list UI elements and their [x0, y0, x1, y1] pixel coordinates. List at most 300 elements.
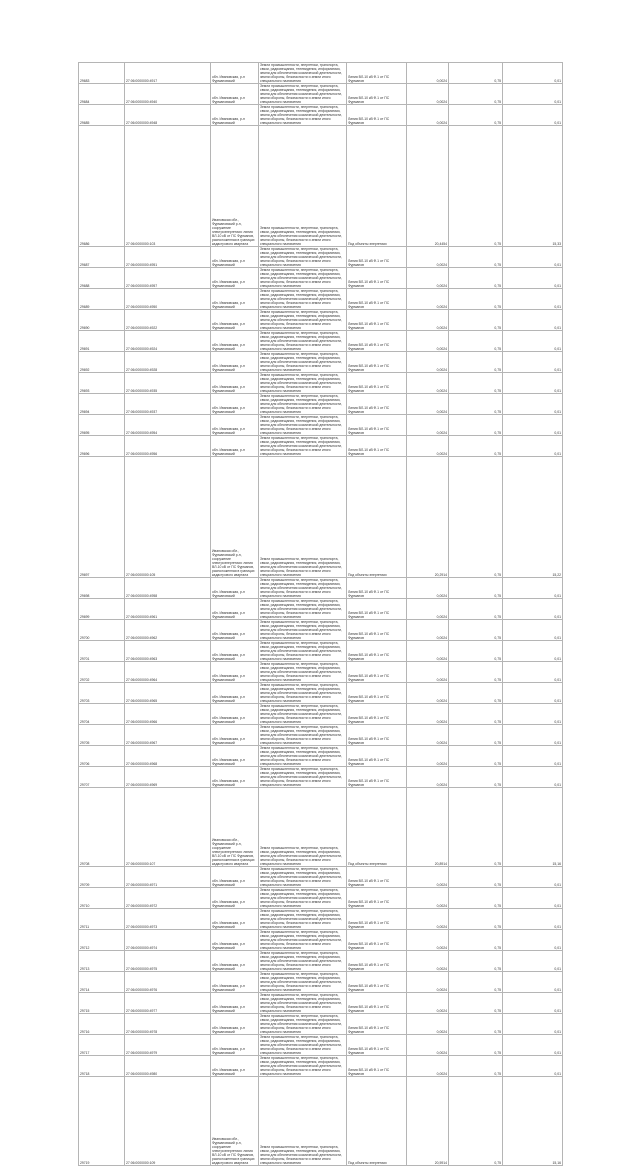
coefficient-cell: 0,75 [449, 457, 503, 578]
row-id-cell: 29696 [79, 436, 125, 457]
land-category-cell: Земли промышленности, энергетики, транспорта, связи, радиовещания, телевидения, информатики, земли для обеспечения космической деятельности, земли обороны, безопасности и земли иного специального назначения [259, 1035, 347, 1056]
table-row [79, 373, 563, 394]
address-cell: обл. Ивановская, р-н Фурмановский [211, 578, 259, 599]
permitted-use-cell: Линия ВЛ-10 кВ Ф.1 от ПС Фурманов [347, 1056, 407, 1077]
area-cell: 0,0024 [407, 310, 449, 331]
land-category-cell: Земли промышленности, энергетики, транспорта, связи, радиовещания, телевидения, информатики, земли для обеспечения космической деятельности, земли обороны, безопасности и земли иного специального назначения [259, 84, 347, 105]
permitted-use-cell: Линия ВЛ-10 кВ Ф.1 от ПС Фурманов [347, 704, 407, 725]
land-category-cell: Земли промышленности, энергетики, транспорта, связи, радиовещания, телевидения, информатики, земли для обеспечения космической деятельности, земли обороны, безопасности и земли иного специального назначения [259, 930, 347, 951]
cadastral-number-cell: 27:06:0000000:4964 [125, 662, 211, 683]
area-cell: 0,0024 [407, 373, 449, 394]
address-cell: обл. Ивановская, р-н Фурмановский [211, 746, 259, 767]
permitted-use-cell: Линия ВЛ-10 кВ Ф.1 от ПС Фурманов [347, 247, 407, 268]
area-cell: 0,0024 [407, 415, 449, 436]
table-row [79, 63, 563, 84]
row-id-cell: 29684 [79, 84, 125, 105]
coefficient-cell: 0,75 [449, 1014, 503, 1035]
land-category-cell: Земли промышленности, энергетики, транспорта, связи, радиовещания, телевидения, информатики, земли для обеспечения космической деятельности, земли обороны, безопасности и земли иного специального назначения [259, 620, 347, 641]
coefficient-cell: 0,75 [449, 746, 503, 767]
address-cell: обл. Ивановская, р-н Фурмановский [211, 268, 259, 289]
permitted-use-cell: Линия ВЛ-10 кВ Ф.1 от ПС Фурманов [347, 930, 407, 951]
cadastral-number-cell: 27:06:0000000:4937 [125, 394, 211, 415]
permitted-use-cell: Линия ВЛ-10 кВ Ф.1 от ПС Фурманов [347, 888, 407, 909]
tax-amount-cell: 0,01 [503, 641, 563, 662]
tax-amount-cell: 0,01 [503, 289, 563, 310]
table-row [79, 788, 563, 867]
land-category-cell: Земли промышленности, энергетики, транспорта, связи, радиовещания, телевидения, информатики, земли для обеспечения космической деятельности, земли обороны, безопасности и земли иного специального назначения [259, 683, 347, 704]
cadastral-number-cell: 27:06:0000000:4973 [125, 909, 211, 930]
cadastral-number-cell: 27:06:0000000:4958 [125, 578, 211, 599]
cadastral-number-cell: 27:06:0000000:4972 [125, 888, 211, 909]
row-id-cell: 29687 [79, 247, 125, 268]
coefficient-cell: 0,75 [449, 126, 503, 247]
land-category-cell: Земли промышленности, энергетики, транспорта, связи, радиовещания, телевидения, информатики, земли для обеспечения космической деятельности, земли обороны, безопасности и земли иного специального назначения [259, 746, 347, 767]
area-cell: 0,0024 [407, 331, 449, 352]
cadastral-number-cell: 27:06:0000000:4977 [125, 993, 211, 1014]
tax-amount-cell: 0,01 [503, 620, 563, 641]
address-cell: обл. Ивановская, р-н Фурмановский [211, 909, 259, 930]
address-cell: обл. Ивановская, р-н Фурмановский [211, 704, 259, 725]
land-category-cell: Земли промышленности, энергетики, транспорта, связи, радиовещания, телевидения, информатики, земли для обеспечения космической деятельности, земли обороны, безопасности и земли иного специального назначения [259, 352, 347, 373]
row-id-cell: 29686 [79, 126, 125, 247]
row-id-cell: 29685 [79, 105, 125, 126]
coefficient-cell: 0,75 [449, 725, 503, 746]
land-category-cell: Земли промышленности, энергетики, транспорта, связи, радиовещания, телевидения, информатики, земли для обеспечения космической деятельности, земли обороны, безопасности и земли иного специального назначения [259, 599, 347, 620]
permitted-use-cell: Линия ВЛ-10 кВ Ф.1 от ПС Фурманов [347, 331, 407, 352]
cadastral-number-cell: 27:06:0000000:4962 [125, 620, 211, 641]
area-cell: 0,0024 [407, 84, 449, 105]
address-cell: обл. Ивановская, р-н Фурмановский [211, 63, 259, 84]
coefficient-cell: 0,75 [449, 704, 503, 725]
row-id-cell: 29709 [79, 867, 125, 888]
area-cell: 0,0024 [407, 888, 449, 909]
address-cell: обл. Ивановская, р-н Фурмановский [211, 930, 259, 951]
area-cell: 0,0024 [407, 620, 449, 641]
address-cell: обл. Ивановская, р-н Фурмановский [211, 993, 259, 1014]
permitted-use-cell: Линия ВЛ-10 кВ Ф.1 от ПС Фурманов [347, 352, 407, 373]
tax-amount-cell: 0,01 [503, 930, 563, 951]
row-id-cell: 29716 [79, 1014, 125, 1035]
tax-amount-cell: 0,01 [503, 310, 563, 331]
table-row [79, 620, 563, 641]
permitted-use-cell: Линия ВЛ-10 кВ Ф.1 от ПС Фурманов [347, 951, 407, 972]
permitted-use-cell: Под объекты энергетики [347, 126, 407, 247]
row-id-cell: 29701 [79, 641, 125, 662]
address-cell: обл. Ивановская, р-н Фурмановский [211, 1035, 259, 1056]
tax-amount-cell: 0,01 [503, 746, 563, 767]
row-id-cell: 29715 [79, 993, 125, 1014]
land-category-cell: Земли промышленности, энергетики, транспорта, связи, радиовещания, телевидения, информатики, земли для обеспечения космической деятельности, земли обороны, безопасности и земли иного специального назначения [259, 289, 347, 310]
table-row [79, 352, 563, 373]
area-cell: 0,0024 [407, 352, 449, 373]
cadastral-number-cell: 27:06:0000000:4974 [125, 930, 211, 951]
tax-amount-cell: 0,01 [503, 415, 563, 436]
land-category-cell: Земли промышленности, энергетики, транспорта, связи, радиовещания, телевидения, информатики, земли для обеспечения космической деятельности, земли обороны, безопасности и земли иного специального назначения [259, 788, 347, 867]
tax-amount-cell: 0,01 [503, 105, 563, 126]
table-row [79, 867, 563, 888]
tax-amount-cell: 0,01 [503, 247, 563, 268]
cadastral-number-cell: 27:06:0000000:4968 [125, 746, 211, 767]
land-category-cell: Земли промышленности, энергетики, транспорта, связи, радиовещания, телевидения, информатики, земли для обеспечения космической деятельности, земли обороны, безопасности и земли иного специального назначения [259, 268, 347, 289]
land-category-cell: Земли промышленности, энергетики, транспорта, связи, радиовещания, телевидения, информатики, земли для обеспечения космической деятельности, земли обороны, безопасности и земли иного специального назначения [259, 247, 347, 268]
address-cell: обл. Ивановская, р-н Фурмановский [211, 352, 259, 373]
area-cell: 0,0024 [407, 867, 449, 888]
area-cell: 0,0024 [407, 1056, 449, 1077]
table-row [79, 247, 563, 268]
area-cell: 0,0024 [407, 436, 449, 457]
tax-amount-cell: 0,01 [503, 683, 563, 704]
cadastral-number-cell: 27:06:0000000:4940 [125, 84, 211, 105]
address-cell: обл. Ивановская, р-н Фурмановский [211, 641, 259, 662]
address-cell: обл. Ивановская, р-н Фурмановский [211, 247, 259, 268]
row-id-cell: 29693 [79, 373, 125, 394]
coefficient-cell: 0,75 [449, 331, 503, 352]
address-cell: обл. Ивановская, р-н Фурмановский [211, 972, 259, 993]
land-category-cell: Земли промышленности, энергетики, транспорта, связи, радиовещания, телевидения, информатики, земли для обеспечения космической деятельности, земли обороны, безопасности и земли иного специального назначения [259, 126, 347, 247]
land-category-cell: Земли промышленности, энергетики, транспорта, связи, радиовещания, телевидения, информатики, земли для обеспечения космической деятельности, земли обороны, безопасности и земли иного специального назначения [259, 867, 347, 888]
address-cell: обл. Ивановская, р-н Фурмановский [211, 373, 259, 394]
land-category-cell: Земли промышленности, энергетики, транспорта, связи, радиовещания, телевидения, информатики, земли для обеспечения космической деятельности, земли обороны, безопасности и земли иного специального назначения [259, 641, 347, 662]
area-cell: 20,4454 [407, 126, 449, 247]
cadastral-number-cell: 27:06:0000000:4951 [125, 247, 211, 268]
area-cell: 0,0024 [407, 746, 449, 767]
coefficient-cell: 0,75 [449, 599, 503, 620]
land-category-cell: Земли промышленности, энергетики, транспорта, связи, радиовещания, телевидения, информатики, земли для обеспечения космической деятельности, земли обороны, безопасности и земли иного специального назначения [259, 436, 347, 457]
table-row [79, 310, 563, 331]
row-id-cell: 29699 [79, 599, 125, 620]
coefficient-cell: 0,75 [449, 578, 503, 599]
cadastral-number-cell: 27:06:0000000:4966 [125, 704, 211, 725]
permitted-use-cell: Линия ВЛ-10 кВ Ф.1 от ПС Фурманов [347, 394, 407, 415]
tax-amount-cell: 0,01 [503, 993, 563, 1014]
tax-amount-cell: 15,33 [503, 126, 563, 247]
tax-amount-cell: 0,01 [503, 84, 563, 105]
address-cell: обл. Ивановская, р-н Фурмановский [211, 84, 259, 105]
address-cell: обл. Ивановская, р-н Фурмановский [211, 767, 259, 788]
table-row [79, 436, 563, 457]
land-category-cell: Земли промышленности, энергетики, транспорта, связи, радиовещания, телевидения, информатики, земли для обеспечения космической деятельности, земли обороны, безопасности и земли иного специального назначения [259, 767, 347, 788]
tax-amount-cell: 0,01 [503, 725, 563, 746]
coefficient-cell: 0,75 [449, 436, 503, 457]
row-id-cell: 29683 [79, 63, 125, 84]
coefficient-cell: 0,75 [449, 310, 503, 331]
land-category-cell: Земли промышленности, энергетики, транспорта, связи, радиовещания, телевидения, информатики, земли для обеспечения космической деятельности, земли обороны, безопасности и земли иного специального назначения [259, 1077, 347, 1166]
cadastral-number-cell: 27:06:0000000:4975 [125, 951, 211, 972]
table-row [79, 641, 563, 662]
tax-amount-cell: 0,01 [503, 767, 563, 788]
tax-amount-cell: 0,01 [503, 1014, 563, 1035]
permitted-use-cell: Линия ВЛ-10 кВ Ф.1 от ПС Фурманов [347, 63, 407, 84]
land-category-cell: Земли промышленности, энергетики, транспорта, связи, радиовещания, телевидения, информатики, земли для обеспечения космической деятельности, земли обороны, безопасности и земли иного специального назначения [259, 1056, 347, 1077]
land-category-cell: Земли промышленности, энергетики, транспорта, связи, радиовещания, телевидения, информатики, земли для обеспечения космической деятельности, земли обороны, безопасности и земли иного специального назначения [259, 725, 347, 746]
area-cell: 0,0024 [407, 578, 449, 599]
land-category-cell: Земли промышленности, энергетики, транспорта, связи, радиовещания, телевидения, информатики, земли для обеспечения космической деятельности, земли обороны, безопасности и земли иного специального назначения [259, 1014, 347, 1035]
tax-amount-cell: 0,01 [503, 867, 563, 888]
land-category-cell: Земли промышленности, энергетики, транспорта, связи, радиовещания, телевидения, информатики, земли для обеспечения космической деятельности, земли обороны, безопасности и земли иного специального назначения [259, 373, 347, 394]
table-row [79, 1077, 563, 1166]
permitted-use-cell: Линия ВЛ-10 кВ Ф.1 от ПС Фурманов [347, 105, 407, 126]
coefficient-cell: 0,75 [449, 972, 503, 993]
land-category-cell: Земли промышленности, энергетики, транспорта, связи, радиовещания, телевидения, информатики, земли для обеспечения космической деятельности, земли обороны, безопасности и земли иного специального назначения [259, 993, 347, 1014]
table-row [79, 126, 563, 247]
permitted-use-cell: Линия ВЛ-10 кВ Ф.1 от ПС Фурманов [347, 599, 407, 620]
table-row [79, 394, 563, 415]
coefficient-cell: 0,75 [449, 683, 503, 704]
tax-amount-cell: 0,01 [503, 436, 563, 457]
tax-amount-cell: 15,22 [503, 457, 563, 578]
cadastral-number-cell: 27:06:0000000:4963 [125, 641, 211, 662]
tax-amount-cell: 0,01 [503, 331, 563, 352]
row-id-cell: 29702 [79, 662, 125, 683]
coefficient-cell: 0,75 [449, 84, 503, 105]
cadastral-number-cell: 27:06:0000000:4956 [125, 436, 211, 457]
cadastral-number-cell: 27:06:0000000:107 [125, 788, 211, 867]
coefficient-cell: 0,75 [449, 289, 503, 310]
area-cell: 0,0024 [407, 930, 449, 951]
address-cell: Ивановская обл., Фурмановский р-н, сооружение электроэнергетики: линия ВЛ-10 кВ от ПС Фурманов, расположенная в границах кадастрового квартала [211, 788, 259, 867]
land-category-cell: Земли промышленности, энергетики, транспорта, связи, радиовещания, телевидения, информатики, земли для обеспечения космической деятельности, земли обороны, безопасности и земли иного специального назначения [259, 310, 347, 331]
permitted-use-cell: Линия ВЛ-10 кВ Ф.1 от ПС Фурманов [347, 1035, 407, 1056]
coefficient-cell: 0,75 [449, 1035, 503, 1056]
tax-amount-cell: 0,01 [503, 599, 563, 620]
table-row [79, 415, 563, 436]
coefficient-cell: 0,75 [449, 909, 503, 930]
row-id-cell: 29708 [79, 788, 125, 867]
row-id-cell: 29713 [79, 951, 125, 972]
tax-amount-cell: 0,01 [503, 888, 563, 909]
cadastral-number-cell: 27:06:0000000:4965 [125, 683, 211, 704]
row-id-cell: 29698 [79, 578, 125, 599]
coefficient-cell: 0,75 [449, 247, 503, 268]
coefficient-cell: 0,75 [449, 641, 503, 662]
tax-amount-cell: 0,01 [503, 352, 563, 373]
land-category-cell: Земли промышленности, энергетики, транспорта, связи, радиовещания, телевидения, информатики, земли для обеспечения космической деятельности, земли обороны, безопасности и земли иного специального назначения [259, 972, 347, 993]
coefficient-cell: 0,75 [449, 888, 503, 909]
area-cell: 0,0024 [407, 641, 449, 662]
coefficient-cell: 0,75 [449, 620, 503, 641]
coefficient-cell: 0,75 [449, 993, 503, 1014]
permitted-use-cell: Линия ВЛ-10 кВ Ф.1 от ПС Фурманов [347, 993, 407, 1014]
address-cell: обл. Ивановская, р-н Фурмановский [211, 394, 259, 415]
address-cell: обл. Ивановская, р-н Фурмановский [211, 888, 259, 909]
land-category-cell: Земли промышленности, энергетики, транспорта, связи, радиовещания, телевидения, информатики, земли для обеспечения космической деятельности, земли обороны, безопасности и земли иного специального назначения [259, 394, 347, 415]
area-cell: 0,0024 [407, 725, 449, 746]
row-id-cell: 29707 [79, 767, 125, 788]
permitted-use-cell: Линия ВЛ-10 кВ Ф.1 от ПС Фурманов [347, 436, 407, 457]
permitted-use-cell: Линия ВЛ-10 кВ Ф.1 от ПС Фурманов [347, 310, 407, 331]
land-category-cell: Земли промышленности, энергетики, транспорта, связи, радиовещания, телевидения, информатики, земли для обеспечения космической деятельности, земли обороны, безопасности и земли иного специального назначения [259, 63, 347, 84]
permitted-use-cell: Линия ВЛ-10 кВ Ф.1 от ПС Фурманов [347, 641, 407, 662]
row-id-cell: 29714 [79, 972, 125, 993]
area-cell: 0,0024 [407, 767, 449, 788]
tax-amount-cell: 0,01 [503, 704, 563, 725]
coefficient-cell: 0,75 [449, 767, 503, 788]
area-cell: 0,0024 [407, 683, 449, 704]
address-cell: обл. Ивановская, р-н Фурмановский [211, 415, 259, 436]
coefficient-cell: 0,75 [449, 662, 503, 683]
area-cell: 0,0024 [407, 247, 449, 268]
area-cell: 20,5914 [407, 1077, 449, 1166]
table-row [79, 578, 563, 599]
area-cell: 0,0024 [407, 972, 449, 993]
area-cell: 0,0024 [407, 599, 449, 620]
row-id-cell: 29697 [79, 457, 125, 578]
table-row [79, 457, 563, 578]
permitted-use-cell: Линия ВЛ-10 кВ Ф.1 от ПС Фурманов [347, 415, 407, 436]
coefficient-cell: 0,75 [449, 930, 503, 951]
address-cell: обл. Ивановская, р-н Фурмановский [211, 599, 259, 620]
row-id-cell: 29706 [79, 746, 125, 767]
table-row [79, 993, 563, 1014]
cadastral-number-cell: 27:06:0000000:4922 [125, 310, 211, 331]
address-cell: обл. Ивановская, р-н Фурмановский [211, 310, 259, 331]
cadastral-number-cell: 27:06:0000000:4948 [125, 105, 211, 126]
table-row [79, 767, 563, 788]
permitted-use-cell: Линия ВЛ-10 кВ Ф.1 от ПС Фурманов [347, 725, 407, 746]
cadastral-number-cell: 27:06:0000000:4969 [125, 767, 211, 788]
table-body [79, 63, 563, 1166]
area-cell: 0,0024 [407, 394, 449, 415]
area-cell: 0,0024 [407, 268, 449, 289]
area-cell: 0,0024 [407, 289, 449, 310]
cadastral-number-cell: 27:06:0000000:4976 [125, 972, 211, 993]
cadastral-number-cell: 27:06:0000000:103 [125, 126, 211, 247]
coefficient-cell: 0,75 [449, 268, 503, 289]
table-row [79, 888, 563, 909]
tax-amount-cell: 0,01 [503, 1035, 563, 1056]
coefficient-cell: 0,75 [449, 352, 503, 373]
area-cell: 0,0024 [407, 105, 449, 126]
cadastral-number-cell: 27:06:0000000:105 [125, 457, 211, 578]
table-row [79, 1056, 563, 1077]
address-cell: обл. Ивановская, р-н Фурмановский [211, 620, 259, 641]
table-row [79, 704, 563, 725]
land-category-cell: Земли промышленности, энергетики, транспорта, связи, радиовещания, телевидения, информатики, земли для обеспечения космической деятельности, земли обороны, безопасности и земли иного специального назначения [259, 578, 347, 599]
area-cell: 20,8914 [407, 788, 449, 867]
coefficient-cell: 0,75 [449, 1056, 503, 1077]
land-category-cell: Земли промышленности, энергетики, транспорта, связи, радиовещания, телевидения, информатики, земли для обеспечения космической деятельности, земли обороны, безопасности и земли иного специального назначения [259, 888, 347, 909]
row-id-cell: 29717 [79, 1035, 125, 1056]
area-cell: 0,0024 [407, 704, 449, 725]
address-cell: обл. Ивановская, р-н Фурмановский [211, 331, 259, 352]
land-category-cell: Земли промышленности, энергетики, транспорта, связи, радиовещания, телевидения, информатики, земли для обеспечения космической деятельности, земли обороны, безопасности и земли иного специального назначения [259, 951, 347, 972]
row-id-cell: 29719 [79, 1077, 125, 1166]
address-cell: обл. Ивановская, р-н Фурмановский [211, 1014, 259, 1035]
tax-amount-cell: 0,01 [503, 578, 563, 599]
tax-amount-cell: 0,01 [503, 373, 563, 394]
tax-amount-cell: 0,01 [503, 63, 563, 84]
table-row [79, 683, 563, 704]
coefficient-cell: 0,75 [449, 1077, 503, 1166]
table-row [79, 909, 563, 930]
cadastral-number-cell: 27:06:0000000:4978 [125, 1014, 211, 1035]
address-cell: Ивановская обл., Фурмановский р-н, сооружение электроэнергетики: линия ВЛ-10 кВ от ПС Фурманов, расположенная в границах кадастрового квартала [211, 126, 259, 247]
permitted-use-cell: Линия ВЛ-10 кВ Ф.1 от ПС Фурманов [347, 662, 407, 683]
table-row [79, 972, 563, 993]
cadastral-number-cell: 27:06:0000000:4971 [125, 867, 211, 888]
land-category-cell: Земли промышленности, энергетики, транспорта, связи, радиовещания, телевидения, информатики, земли для обеспечения космической деятельности, земли обороны, безопасности и земли иного специального назначения [259, 331, 347, 352]
table-row [79, 662, 563, 683]
tax-amount-cell: 15,16 [503, 1077, 563, 1166]
cadastral-number-cell: 27:06:0000000:4961 [125, 599, 211, 620]
row-id-cell: 29705 [79, 725, 125, 746]
tax-amount-cell: 0,01 [503, 662, 563, 683]
row-id-cell: 29688 [79, 268, 125, 289]
permitted-use-cell: Под объекты энергетики [347, 457, 407, 578]
permitted-use-cell: Линия ВЛ-10 кВ Ф.1 от ПС Фурманов [347, 767, 407, 788]
coefficient-cell: 0,75 [449, 415, 503, 436]
coefficient-cell: 0,75 [449, 373, 503, 394]
address-cell: обл. Ивановская, р-н Фурмановский [211, 867, 259, 888]
permitted-use-cell: Линия ВЛ-10 кВ Ф.1 от ПС Фурманов [347, 746, 407, 767]
row-id-cell: 29692 [79, 352, 125, 373]
table-row [79, 930, 563, 951]
row-id-cell: 29711 [79, 909, 125, 930]
area-cell: 0,0024 [407, 993, 449, 1014]
table-row [79, 1035, 563, 1056]
table-row [79, 746, 563, 767]
address-cell: обл. Ивановская, р-н Фурмановский [211, 683, 259, 704]
tax-amount-cell: 15,16 [503, 788, 563, 867]
row-id-cell: 29700 [79, 620, 125, 641]
area-cell: 20,2914 [407, 457, 449, 578]
coefficient-cell: 0,75 [449, 867, 503, 888]
row-id-cell: 29689 [79, 289, 125, 310]
address-cell: обл. Ивановская, р-н Фурмановский [211, 289, 259, 310]
row-id-cell: 29710 [79, 888, 125, 909]
table-row [79, 268, 563, 289]
tax-amount-cell: 0,01 [503, 972, 563, 993]
row-id-cell: 29703 [79, 683, 125, 704]
row-id-cell: 29704 [79, 704, 125, 725]
permitted-use-cell: Линия ВЛ-10 кВ Ф.1 от ПС Фурманов [347, 867, 407, 888]
table-row [79, 951, 563, 972]
area-cell: 0,0024 [407, 662, 449, 683]
cadastral-number-cell: 27:06:0000000:4957 [125, 268, 211, 289]
land-category-cell: Земли промышленности, энергетики, транспорта, связи, радиовещания, телевидения, информатики, земли для обеспечения космической деятельности, земли обороны, безопасности и земли иного специального назначения [259, 704, 347, 725]
permitted-use-cell: Линия ВЛ-10 кВ Ф.1 от ПС Фурманов [347, 683, 407, 704]
area-cell: 0,0024 [407, 1035, 449, 1056]
cadastral-number-cell: 27:06:0000000:4979 [125, 1035, 211, 1056]
tax-amount-cell: 0,01 [503, 909, 563, 930]
tax-amount-cell: 0,01 [503, 394, 563, 415]
tax-amount-cell: 0,01 [503, 1056, 563, 1077]
coefficient-cell: 0,75 [449, 394, 503, 415]
table-row [79, 331, 563, 352]
tax-amount-cell: 0,01 [503, 268, 563, 289]
permitted-use-cell: Под объекты энергетики [347, 788, 407, 867]
address-cell: обл. Ивановская, р-н Фурмановский [211, 436, 259, 457]
table-row [79, 84, 563, 105]
coefficient-cell: 0,75 [449, 105, 503, 126]
permitted-use-cell: Линия ВЛ-10 кВ Ф.1 от ПС Фурманов [347, 620, 407, 641]
row-id-cell: 29712 [79, 930, 125, 951]
table-row [79, 599, 563, 620]
cadastral-number-cell: 27:06:0000000:4980 [125, 1056, 211, 1077]
area-cell: 0,0024 [407, 63, 449, 84]
land-category-cell: Земли промышленности, энергетики, транспорта, связи, радиовещания, телевидения, информатики, земли для обеспечения космической деятельности, земли обороны, безопасности и земли иного специального назначения [259, 662, 347, 683]
cadastral-number-cell: 27:06:0000000:4924 [125, 331, 211, 352]
permitted-use-cell: Линия ВЛ-10 кВ Ф.1 от ПС Фурманов [347, 373, 407, 394]
coefficient-cell: 0,75 [449, 951, 503, 972]
table-row [79, 1014, 563, 1035]
permitted-use-cell: Линия ВЛ-10 кВ Ф.1 от ПС Фурманов [347, 84, 407, 105]
land-category-cell: Земли промышленности, энергетики, транспорта, связи, радиовещания, телевидения, информатики, земли для обеспечения космической деятельности, земли обороны, безопасности и земли иного специального назначения [259, 457, 347, 578]
permitted-use-cell: Линия ВЛ-10 кВ Ф.1 от ПС Фурманов [347, 1014, 407, 1035]
row-id-cell: 29691 [79, 331, 125, 352]
address-cell: обл. Ивановская, р-н Фурмановский [211, 725, 259, 746]
table-row [79, 105, 563, 126]
